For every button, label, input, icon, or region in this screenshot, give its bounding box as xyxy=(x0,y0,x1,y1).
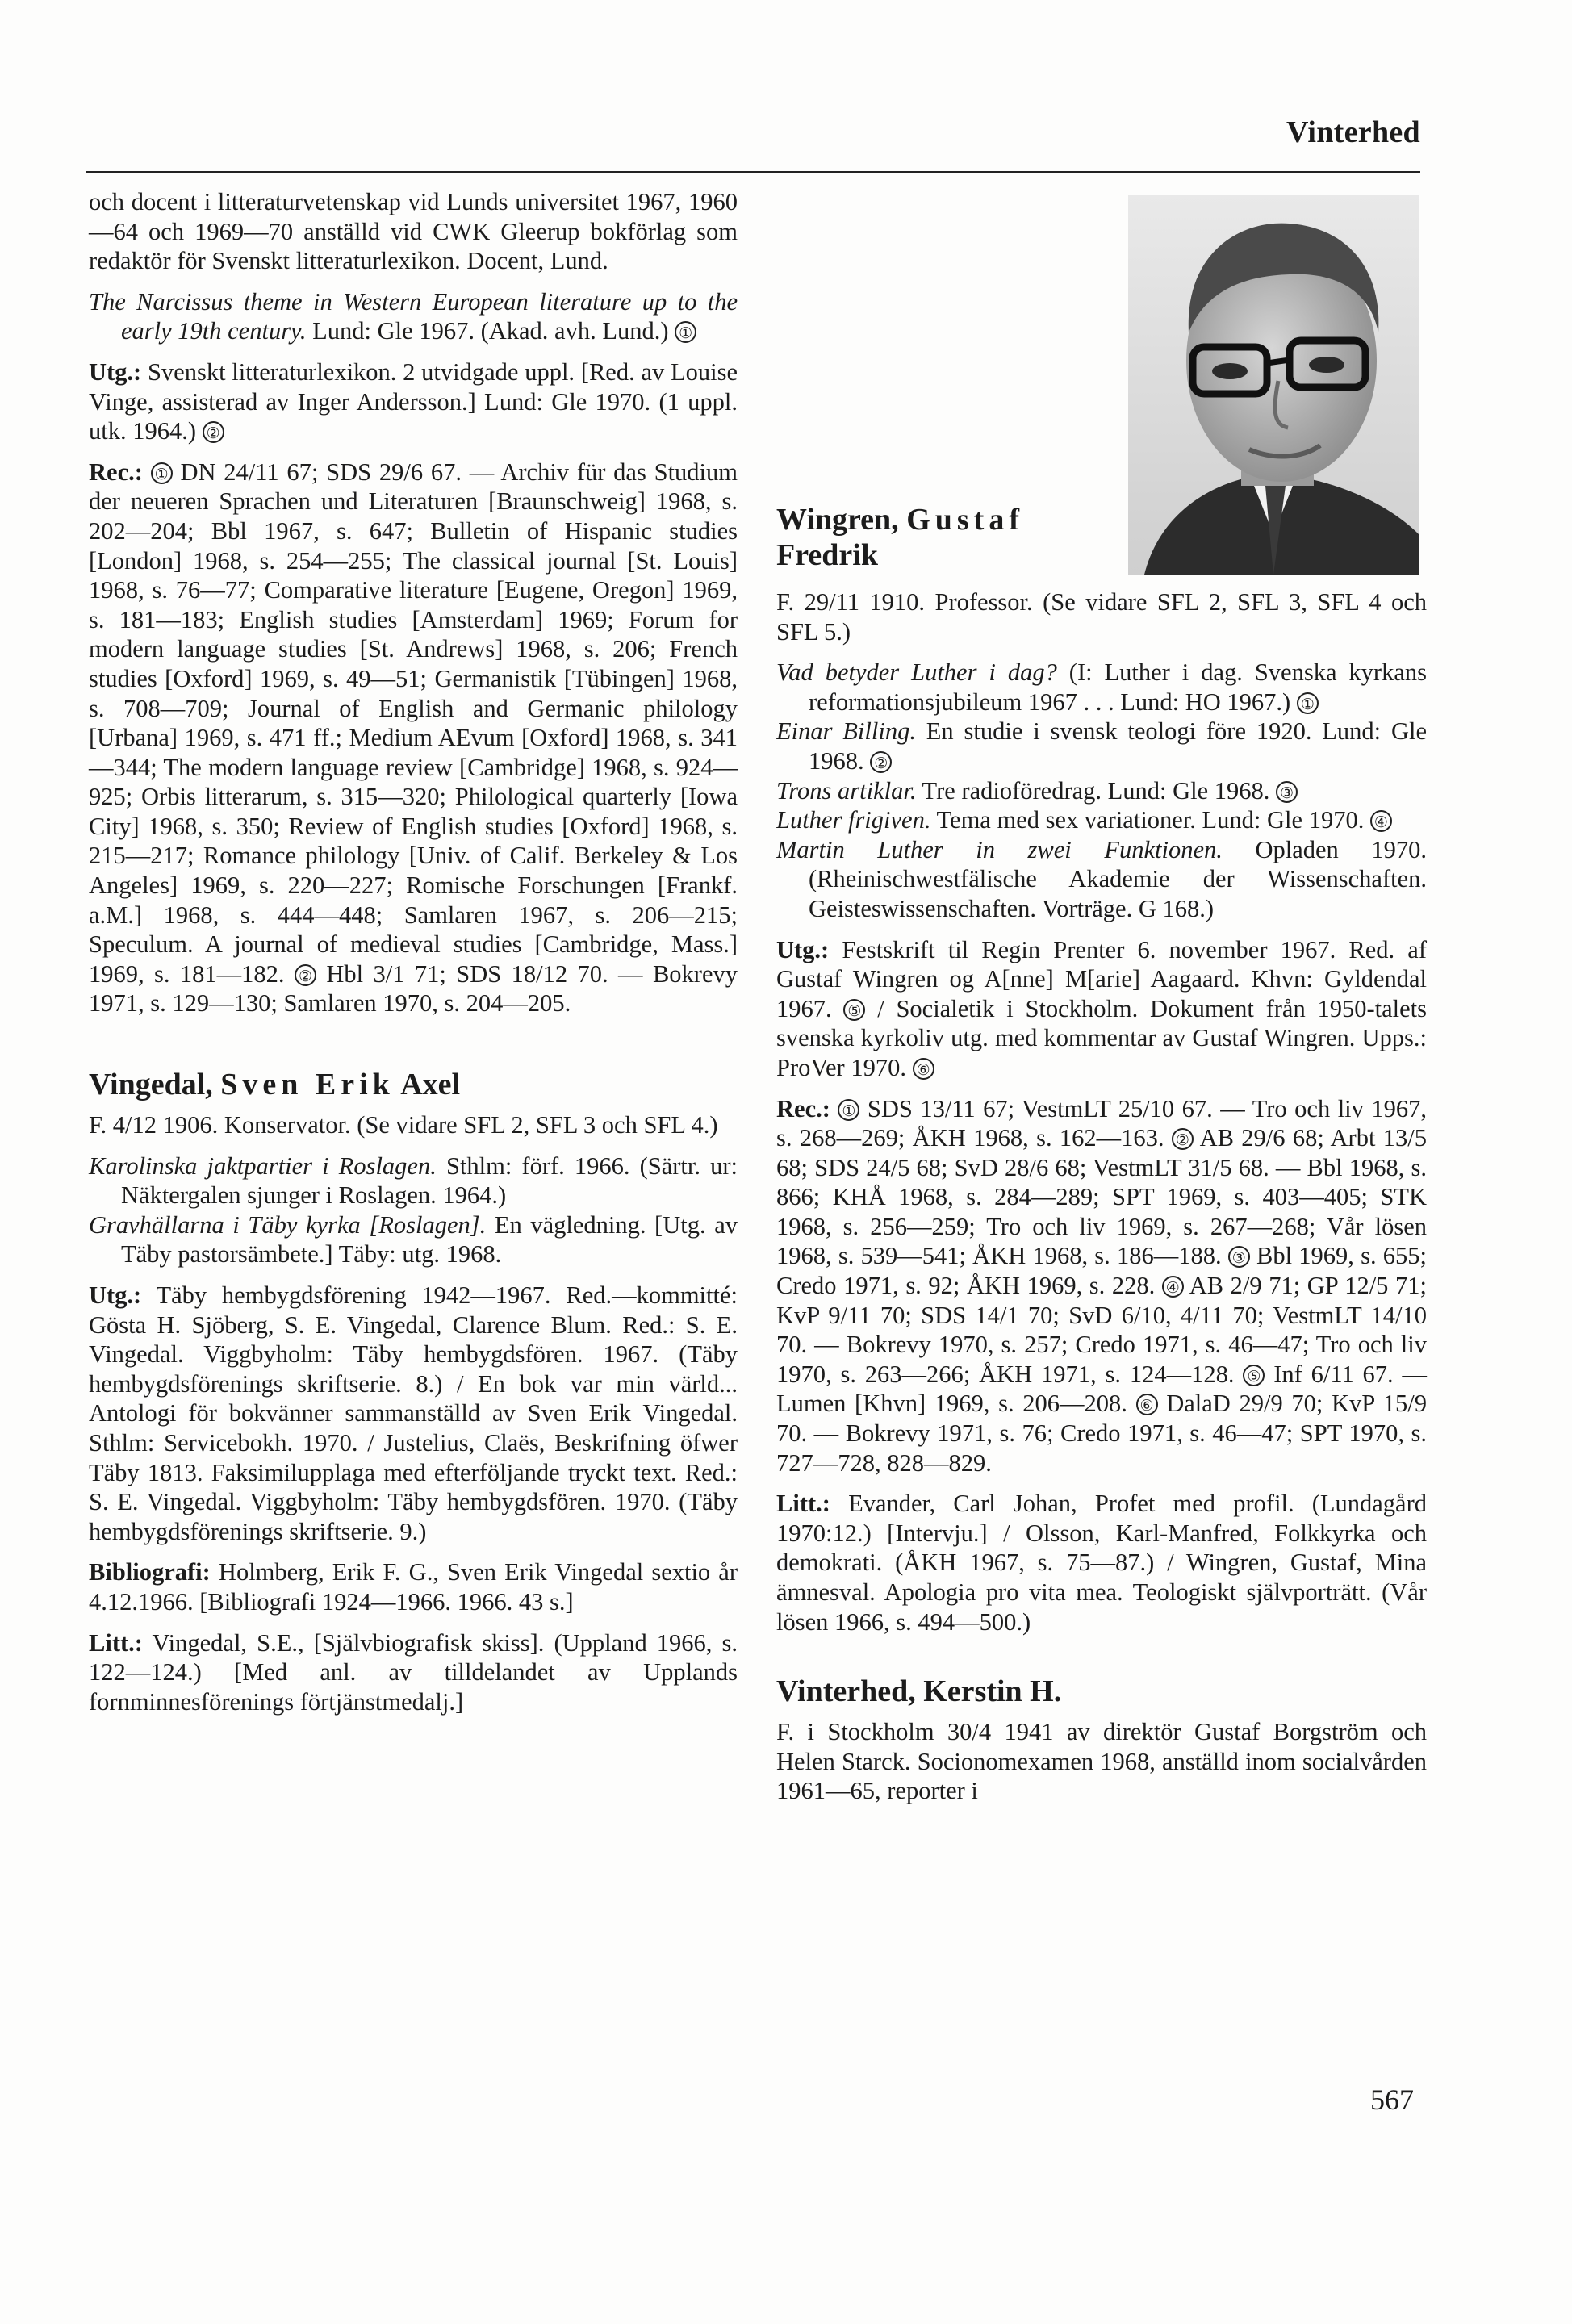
rec-text: Inf 6/11 67. — Lumen [Khvn] 1969, s. 206—208. xyxy=(776,1360,1428,1418)
page-number: 567 xyxy=(1370,2084,1414,2116)
rec-text: DalaD 29/9 70; KvP 15/9 70. — Bokrevy 1971, s. 76; Credo 1971, s. 46—47; SPT 1970, s. 727—728, 828—829. xyxy=(776,1390,1428,1477)
entry-wingren-heading-block xyxy=(776,502,1427,579)
reference-mark: ④ xyxy=(1162,1276,1184,1298)
work-item xyxy=(776,658,1427,717)
reference-mark: ③ xyxy=(1276,781,1298,803)
reference-mark: ⑤ xyxy=(1243,1365,1265,1386)
entry-intro: och docent i litteraturvetenskap vid Lunds universitet 1967, 1960—64 och 1969—70 anställd vid CWK Gleerup bokförlag som redaktör för Svenskt litteraturlexikon. Docent, Lund. xyxy=(89,188,738,275)
litt-text: Vingedal, S.E., [Självbiografisk skiss]. (Uppland 1966, s. 122—124.) [Med anl. av tilldelandet av Upplands fornminnesförenings förtjänstmedalj.] xyxy=(89,1628,738,1716)
reference-mark: ③ xyxy=(1228,1246,1250,1268)
litt-label: Litt.: xyxy=(89,1628,143,1657)
work-item xyxy=(89,287,738,346)
header-rule xyxy=(86,171,1420,173)
litt-section xyxy=(776,1489,1427,1636)
rec-text: Hbl 3/1 71; SDS 18/12 70. — Bokrevy 1971, s. 129—130; Samlaren 1970, s. 204—205. xyxy=(89,959,738,1018)
surname: Vingedal, xyxy=(89,1068,213,1102)
rec-section xyxy=(776,1094,1427,1478)
reference-mark: ① xyxy=(675,321,696,343)
reference-mark: ⑤ xyxy=(843,999,865,1021)
work-title: Einar Billing. xyxy=(776,717,916,746)
work-title: The Narcissus theme in Western European literature up to the early 19th century. xyxy=(89,287,738,345)
reference-mark: ① xyxy=(151,462,173,484)
reference-mark: ① xyxy=(838,1099,859,1121)
given-names-spaced: Sven Erik xyxy=(220,1068,395,1102)
entry-bio: F. 29/11 1910. Professor. (Se vidare SFL 2, SFL 3, SFL 4 och SFL 5.) xyxy=(776,588,1427,646)
given-names-spaced: Gustaf xyxy=(906,503,1024,537)
work-title: Vad betyder Luther i dag? xyxy=(776,658,1057,687)
litt-section xyxy=(89,1628,738,1717)
rec-text: AB 29/6 68; Arbt 13/5 68; SDS 24/5 68; SvD 28/6 68; VestmLT 31/5 68. — Bbl 1968, s. 866; KHÅ 1968, s. 284—289; SPT 1969, s. 403—405; STK 1968, s. 256—259; Tro och liv 1969, s. 267—268; Vår lösen 1968, s. 539—541; ÅKH 1968, s. 186—188. xyxy=(776,1124,1427,1270)
work-title: Karolinska jaktpartier i Roslagen. xyxy=(89,1152,437,1180)
continued-entry xyxy=(89,187,738,1018)
utg-text: / Socialetik i Stockholm. Dokument från 1950-talets svenska kyrkoliv utg. med kommentar av Gustaf Wingren. Upps.: ProVer 1970. xyxy=(776,994,1428,1081)
entry-heading xyxy=(89,1067,738,1102)
work-title: Trons artiklar. xyxy=(776,776,917,805)
given-name: Axel xyxy=(400,1068,461,1102)
utg-label: Utg.: xyxy=(89,357,142,386)
entry-wingren xyxy=(776,587,1427,1636)
work-details: En vägledning. [Utg. av Täby pastorsämbete.] Täby: utg. 1968. xyxy=(121,1210,738,1269)
reference-mark: ② xyxy=(870,751,892,773)
work-details: Lund: Gle 1967. (Akad. avh. Lund.) xyxy=(306,317,669,345)
reference-mark: ④ xyxy=(1370,810,1392,832)
rec-label: Rec.: xyxy=(776,1094,830,1122)
work-details: Tema med sex variationer. Lund: Gle 1970. xyxy=(930,806,1365,834)
bibliography-section xyxy=(89,1557,738,1616)
running-head: Vinterhed xyxy=(1286,115,1420,149)
work-item xyxy=(776,717,1427,775)
work-item xyxy=(776,835,1427,924)
work-details: En studie i svensk teologi före 1920. Lund: Gle 1968. xyxy=(809,717,1428,775)
work-details: (I: Luther i dag. Svenska kyrkans reformationsjubileum 1967 . . . Lund: HO 1967.) xyxy=(809,658,1427,716)
entry-heading xyxy=(776,502,1115,537)
work-item xyxy=(89,1210,738,1269)
utg-text: Täby hembygdsförening 1942—1967. Red.—kommitté: Gösta H. Sjöberg, S. E. Vingedal, Clarence Blum. Red.: S. E. Vingedal. Viggbyholm: Täby hembygdsfören. 1967. (Täby hembygdsförenings skriftserie. 8.) / En bok var min värld... Antologi för bokvänner sammanställd av Sven Erik Vingedal. Sthlm: Servicebokh. 1970. / Justelius, Claës, Beskrifning öfwer Täby 1813. Faksimilupplaga med efterföljande tryckt text. Red.: S. E. Vingedal. Viggbyholm: Täby hembygdsfören. 1970. (Täby hembygdsförenings skriftserie. 9.) xyxy=(89,1281,738,1545)
rec-text: DN 24/11 67; SDS 29/6 67. — Archiv für das Studium der neueren Sprachen und Literaturen [Braunschweig] 1968, s. 202—204; Bbl 1967, s. 647; Bulletin of Hispanic studies [London] 1968, s. 254—255; The classical journal [St. Louis] 1968, s. 76—77; Comparative literature [Eugene, Oregon] 1969, s. 181—183; English studies [Amsterdam] 1969; Forum for modern language studies [St. Andrews] 1968, s. 206; French studies [Oxford] 1969, s. 49—51; Germanistik [Tübingen] 1968, s. 708—709; Journal of English and Germanic philology [Urbana] 1969, s. 471 ff.; Medium AEvum [Oxford] 1968, s. 341—344; The modern language review [Cambridge] 1968, s. 924—925; Orbis litterarum, s. 315—320; Philological quarterly [Iowa City] 1968, s. 350; Review of English studies [Oxford] 1968, s. 215—217; Romance philology [Univ. of Calif. Berkeley & Los Angeles] 1969, s. 220—227; Romische Forschungen [Frankf. a.M.] 1968, s. 444—448; Samlaren 1967, s. 206—215; Speculum. A journal of medieval studies [Cambridge, Mass.] 1969, s. 181—182. xyxy=(89,458,738,988)
utg-label: Utg.: xyxy=(89,1281,142,1309)
surname: Wingren, xyxy=(776,503,899,537)
rec-section xyxy=(89,458,738,1018)
reference-mark: ① xyxy=(1297,692,1319,714)
utg-text: Svenskt litteraturlexikon. 2 utvidgade uppl. [Red. av Louise Vinge, assisterad av Inger Andersson.] Lund: Gle 1970. (1 uppl. utk. 1964.) xyxy=(89,357,738,445)
bibliography-text: Holmberg, Erik F. G., Sven Erik Vingedal sextio år 4.12.1966. [Bibliografi 1924—1966. 1966. 43 s.] xyxy=(89,1558,738,1616)
rec-label: Rec.: xyxy=(89,458,143,486)
work-item xyxy=(89,1152,738,1210)
left-column xyxy=(89,187,738,1728)
rec-text: Bbl 1969, s. 655; Credo 1971, s. 92; ÅKH 1969, s. 228. xyxy=(776,1242,1427,1300)
litt-label: Litt.: xyxy=(776,1490,830,1518)
reference-mark: ⑥ xyxy=(1136,1394,1158,1415)
bibliography-label: Bibliografi: xyxy=(89,1558,211,1586)
work-details: Tre radioföredrag. Lund: Gle 1968. xyxy=(916,776,1270,805)
entry-heading-line2: Fredrik xyxy=(776,538,878,572)
utg-section xyxy=(89,357,738,446)
reference-mark: ② xyxy=(1172,1128,1194,1150)
litt-text: Evander, Carl Johan, Profet med profil. (Lundagård 1970:12.) [Intervju.] / Olsson, Karl-Manfred, Folkkyrka och demokrati. (ÅKH 1967, s. 75—87.) / Wingren, Gustaf, Mina ämnesval. Apologia pro vita mea. Teologiskt självporträtt. (Vår lösen 1966, s. 494—500.) xyxy=(776,1490,1427,1636)
utg-label: Utg.: xyxy=(776,935,830,963)
utg-section xyxy=(776,935,1427,1083)
work-details: Sthlm: förf. 1966. (Särtr. ur: Näktergalen sjunger i Roslagen. 1964.) xyxy=(121,1152,738,1210)
reference-mark: ② xyxy=(203,421,224,443)
work-title: Luther frigiven. xyxy=(776,806,931,834)
rec-text: SDS 13/11 67; VestmLT 25/10 67. — Tro och liv 1967, s. 268—269; ÅKH 1968, s. 162—163. xyxy=(776,1094,1428,1152)
entry-vingedal xyxy=(89,1067,738,1716)
entry-bio: F. i Stockholm 30/4 1941 av direktör Gustaf Borgström och Helen Starck. Socionomexamen 1968, anställd inom socialvården 1961—65, reporter i xyxy=(776,1718,1427,1805)
entry-heading: Vinterhed, Kerstin H. xyxy=(776,1674,1062,1709)
rec-text: AB 2/9 71; GP 12/5 71; KvP 9/11 70; SDS 14/1 70; SvD 6/10, 4/11 70; VestmLT 14/10 70. — Bokrevy 1970, s. 257; Credo 1971, s. 46—47; Tro och liv 1970, s. 263—266; ÅKH 1971, s. 124—128. xyxy=(776,1272,1427,1388)
work-details: Opladen 1970. (Rheinischwestfälische Akademie der Wissenschaften. Geisteswissenschaften. Vorträge. G 168.) xyxy=(809,835,1428,922)
utg-section xyxy=(89,1281,738,1546)
reference-mark: ⑥ xyxy=(913,1058,934,1080)
reference-mark: ② xyxy=(295,964,316,986)
entry-bio: F. 4/12 1906. Konservator. (Se vidare SFL 2, SFL 3 och SFL 4.) xyxy=(89,1111,718,1139)
entry-vinterhed xyxy=(776,1674,1427,1806)
work-item xyxy=(776,776,1427,806)
work-item xyxy=(776,805,1427,835)
work-title: Gravhällarna i Täby kyrka [Roslagen]. xyxy=(89,1210,487,1239)
work-title: Martin Luther in zwei Funktionen. xyxy=(776,835,1223,863)
utg-text: Festskrift til Regin Prenter 6. november 1967. Red. af Gustaf Wingren og A[nne] M[arie] Aagaard. Khvn: Gyldendal 1967. xyxy=(776,935,1427,1022)
right-column xyxy=(776,187,1427,1806)
